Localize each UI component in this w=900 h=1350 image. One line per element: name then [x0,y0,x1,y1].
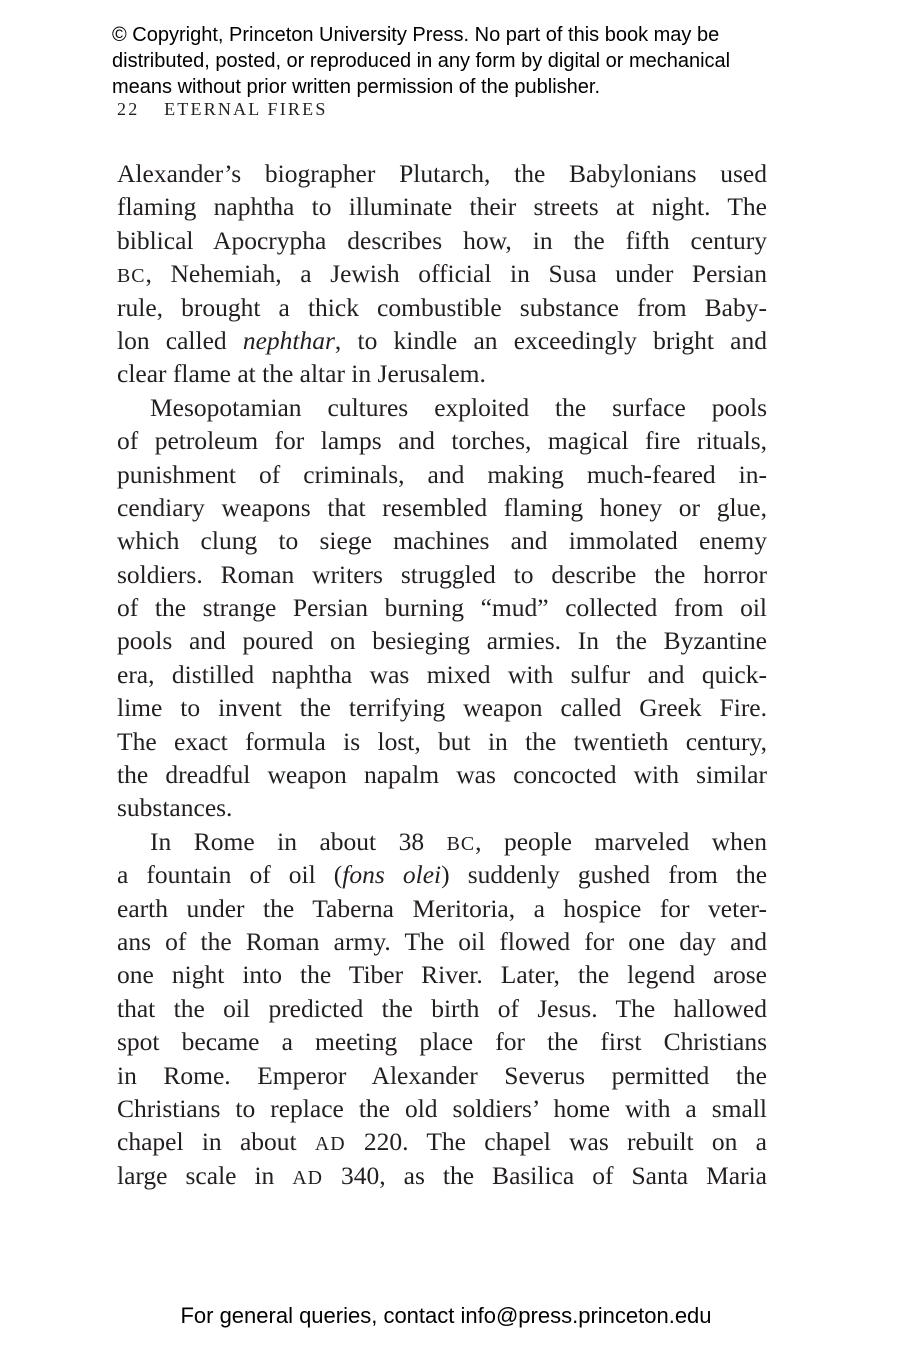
text-line: of the strange Persian burning “mud” collected from oil [117,593,767,623]
text-line: The exact formula is lost, but in the twentieth century, [117,726,767,756]
text-line: rule, brought a thick combustible substance from Baby- [117,292,767,322]
text-line: the dreadful weapon napalm was concocted with similar [117,760,767,790]
running-head-title: ETERNAL FIRES [164,99,328,119]
text-line: Christians to replace the old soldiers’ home with a small [117,1093,767,1123]
copyright-line: means without prior written permission of the publisher. [112,76,601,98]
text-line: BC, Nehemiah, a Jewish official in Susa under Persian [117,259,767,289]
text-line: Mesopotamian cultures exploited the surface pools [150,392,767,422]
copyright-notice [112,22,802,100]
text-line: chapel in about AD 220. The chapel was rebuilt on a [117,1127,767,1157]
text-line: of petroleum for lamps and torches, magical fire rituals, [117,426,767,456]
text-line: which clung to siege machines and immolated enemy [117,526,767,556]
body-text [117,157,767,1192]
copyright-line: © Copyright, Princeton University Press. No part of this book may be [112,24,720,46]
text-line: one night into the Tiber River. Later, the legend arose [117,960,767,990]
text-line: clear flame at the altar in Jerusalem. [117,359,486,389]
text-line: earth under the Taberna Meritoria, a hospice for veter- [117,893,767,923]
copyright-line: distributed, posted, or reproduced in any form by digital or mechanical [112,50,731,72]
text-line: lon called nephthar, to kindle an exceedingly bright and [117,325,767,355]
page-number: 22 [117,99,140,119]
running-head [117,99,328,120]
text-line: Alexander’s biographer Plutarch, the Babylonians used [117,159,767,188]
text-line: In Rome in about 38 BC, people marveled when [150,826,767,856]
text-line: lime to invent the terrifying weapon called Greek Fire. [117,693,767,723]
text-line: substances. [117,793,233,823]
text-line: a fountain of oil (fons olei) suddenly gushed from the [117,860,768,890]
text-line: flaming naphtha to illuminate their streets at night. The [117,192,767,222]
text-line: pools and poured on besieging armies. In the Byzantine [117,626,767,656]
text-line: punishment of criminals, and making much-feared in- [117,459,767,489]
text-line: era, distilled naphtha was mixed with sulfur and quick- [117,659,767,689]
text-line: large scale in AD 340, as the Basilica of Santa Maria [117,1160,767,1190]
text-line: cendiary weapons that resembled flaming honey or glue, [117,492,767,522]
text-line: soldiers. Roman writers struggled to describe the horror [117,559,767,589]
text-line: that the oil predicted the birth of Jesus. The hallowed [117,993,767,1023]
text-line: biblical Apocrypha describes how, in the fifth century [117,225,767,255]
contact-footer: For general queries, contact info@press.princeton.edu [180,1303,712,1328]
text-line: spot became a meeting place for the first Christians [117,1027,767,1057]
text-line: ans of the Roman army. The oil flowed for one day and [117,926,767,956]
text-line: in Rome. Emperor Alexander Severus permitted the [117,1060,767,1090]
